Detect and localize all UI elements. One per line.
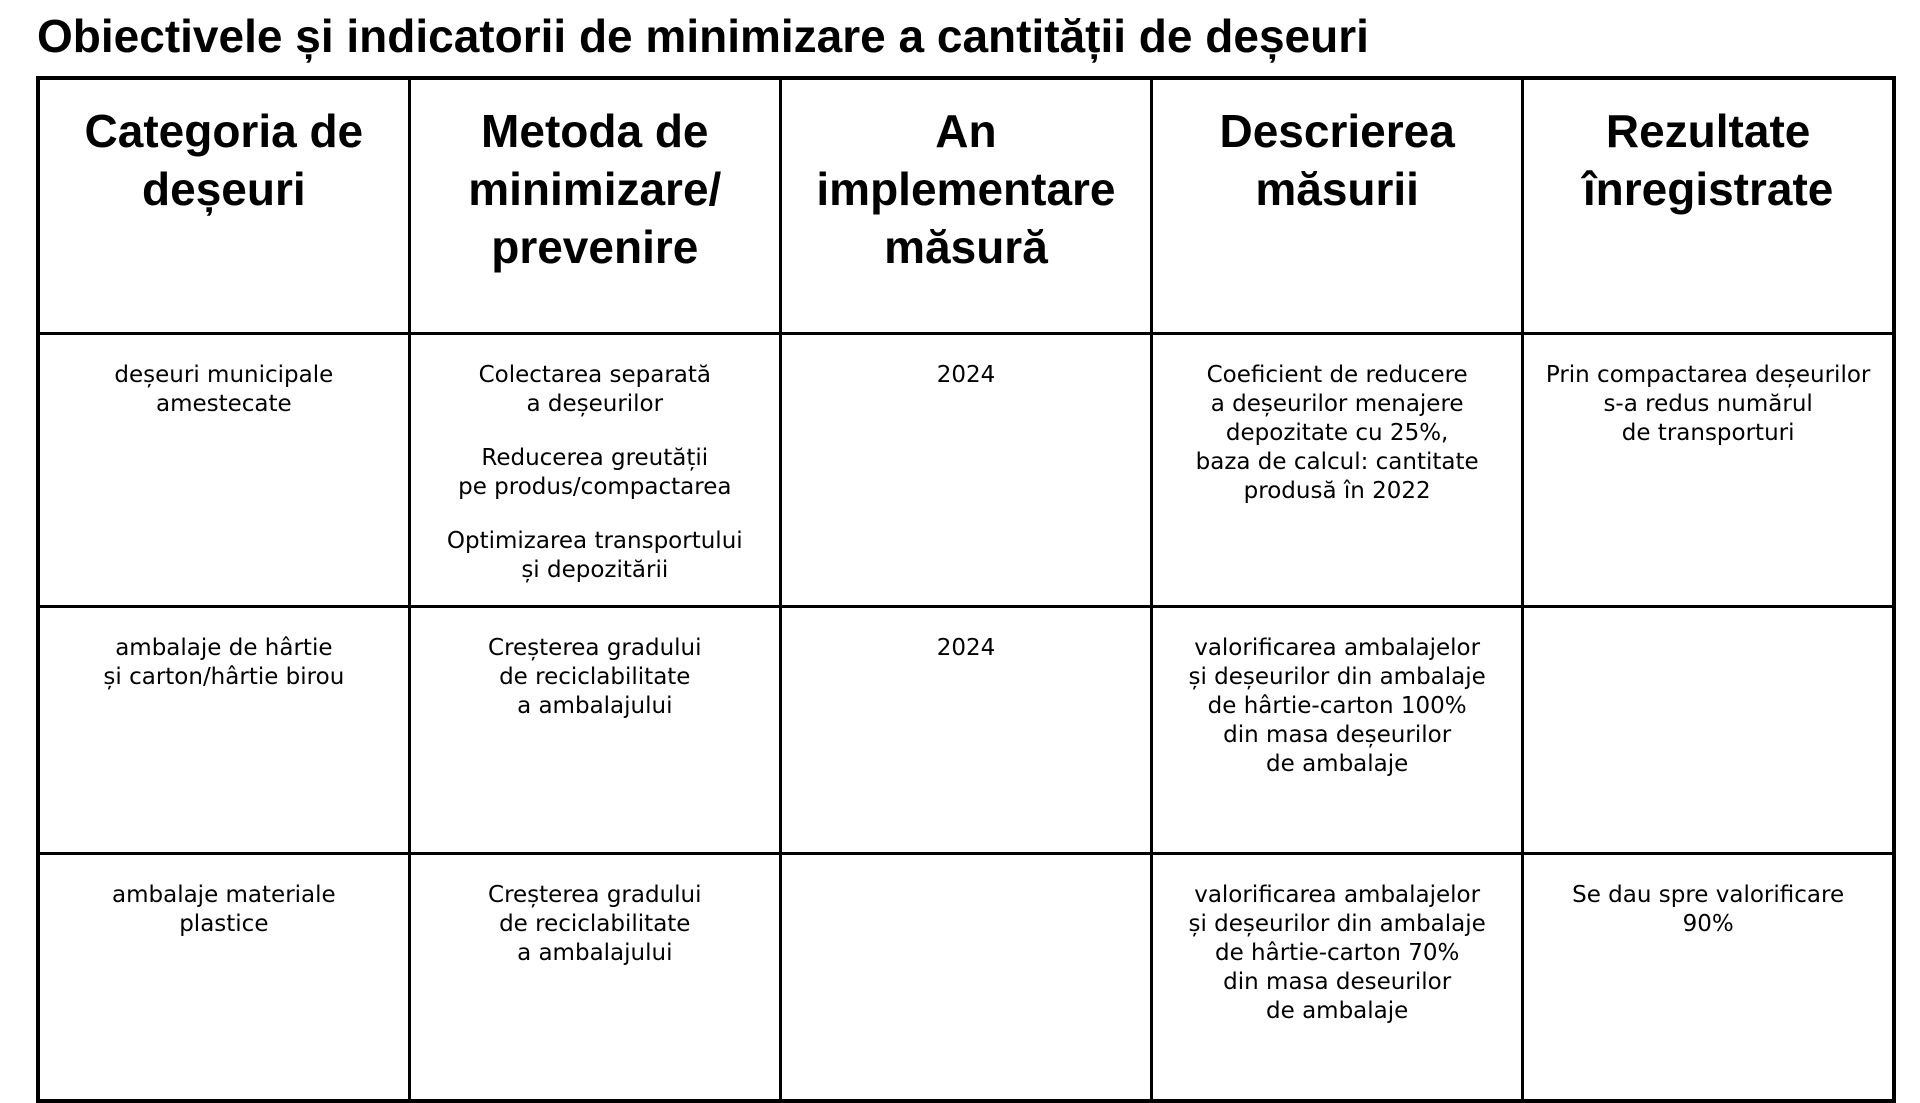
cell-line: Colectarea separată: [478, 362, 711, 388]
table-row: [38, 334, 1894, 607]
cell-line: Prin compactarea deșeurilor: [1545, 362, 1871, 388]
header-line: Metoda de: [481, 105, 709, 157]
cell-line: din masa deșeurilor: [1223, 722, 1452, 748]
cell-category: [38, 854, 409, 1102]
cell-line: baza de calcul: cantitate: [1195, 449, 1479, 475]
cell-line: Coeficient de reducere: [1206, 362, 1468, 388]
header-line: deșeuri: [142, 163, 306, 215]
cell-line: și deșeurilor din ambalaje: [1188, 664, 1486, 690]
cell-line: Creșterea gradului: [488, 635, 702, 661]
cell-line: deșeuri municipale: [114, 362, 334, 388]
cell-line: 2024: [936, 362, 996, 388]
header-implementation-year: [780, 78, 1151, 334]
cell-line: plastice: [179, 911, 269, 937]
header-line: An: [935, 105, 997, 157]
cell-line: și depozitării: [521, 557, 669, 583]
header-line: prevenire: [491, 221, 699, 273]
header-line: minimizare/: [468, 163, 722, 215]
header-measure-description: [1152, 78, 1523, 334]
cell-method: [409, 334, 780, 607]
header-line: implementare: [816, 163, 1116, 215]
waste-minimization-table: [36, 76, 1896, 1103]
cell-line: Reducerea greutății: [481, 445, 709, 471]
cell-line: Optimizarea transportului: [446, 528, 743, 554]
method-paragraph: [419, 444, 771, 502]
cell-line: și deșeurilor din ambalaje: [1188, 911, 1486, 937]
header-line: măsurii: [1255, 163, 1419, 215]
cell-year: [780, 334, 1151, 607]
header-waste-category: [38, 78, 409, 334]
table-header-row: [38, 78, 1894, 334]
cell-line: produsă în 2022: [1243, 478, 1431, 504]
cell-line: ambalaje de hârtie: [115, 635, 333, 661]
cell-line: Se dau spre valorificare: [1572, 882, 1845, 908]
cell-description: [1152, 607, 1523, 854]
header-line: măsură: [884, 221, 1048, 273]
header-line: Descrierea: [1219, 105, 1455, 157]
cell-line: și carton/hârtie birou: [103, 664, 345, 690]
cell-category: [38, 607, 409, 854]
cell-line: Creșterea gradului: [488, 882, 702, 908]
header-line: Categoria de: [84, 105, 364, 157]
cell-line: amestecate: [155, 391, 292, 417]
page-title: Obiectivele și indicatorii de minimizare a cantității de deșeuri: [37, 10, 1369, 62]
cell-description: [1152, 334, 1523, 607]
cell-line: valorificarea ambalajelor: [1194, 882, 1481, 908]
cell-line: pe produs/compactarea: [458, 474, 732, 500]
header-line: Rezultate: [1605, 105, 1811, 157]
table-row: [38, 607, 1894, 854]
method-paragraph: [419, 881, 771, 968]
cell-line: de ambalaje: [1266, 751, 1409, 777]
cell-method: [409, 854, 780, 1102]
cell-results: [1523, 854, 1894, 1102]
cell-year: [780, 607, 1151, 854]
cell-line: a ambalajului: [517, 693, 673, 719]
cell-category: [38, 334, 409, 607]
cell-line: din masa deseurilor: [1223, 969, 1452, 995]
cell-line: de reciclabilitate: [499, 664, 691, 690]
method-paragraph: [419, 634, 771, 721]
cell-results: [1523, 607, 1894, 854]
cell-line: depozitate cu 25%,: [1225, 420, 1449, 446]
cell-line: s-a redus numărul: [1603, 391, 1813, 417]
method-paragraph: [419, 361, 771, 419]
cell-method: [409, 607, 780, 854]
cell-line: de transporturi: [1621, 420, 1795, 446]
cell-description: [1152, 854, 1523, 1102]
cell-line: a ambalajului: [517, 940, 673, 966]
cell-year: [780, 854, 1151, 1102]
header-line: înregistrate: [1582, 163, 1834, 215]
cell-line: de reciclabilitate: [499, 911, 691, 937]
table-row: [38, 854, 1894, 1102]
cell-line: 90%: [1682, 911, 1734, 937]
cell-line: a deșeurilor: [526, 391, 664, 417]
cell-line: de ambalaje: [1266, 998, 1409, 1024]
cell-line: 2024: [936, 635, 996, 661]
cell-line: ambalaje materiale: [112, 882, 336, 908]
cell-line: a deșeurilor menajere: [1210, 391, 1464, 417]
cell-results: [1523, 334, 1894, 607]
header-minimization-method: [409, 78, 780, 334]
cell-line: de hârtie-carton 100%: [1207, 693, 1467, 719]
method-paragraph: [419, 527, 771, 585]
cell-line: valorificarea ambalajelor: [1194, 635, 1481, 661]
cell-line: de hârtie-carton 70%: [1214, 940, 1460, 966]
header-recorded-results: [1523, 78, 1894, 334]
